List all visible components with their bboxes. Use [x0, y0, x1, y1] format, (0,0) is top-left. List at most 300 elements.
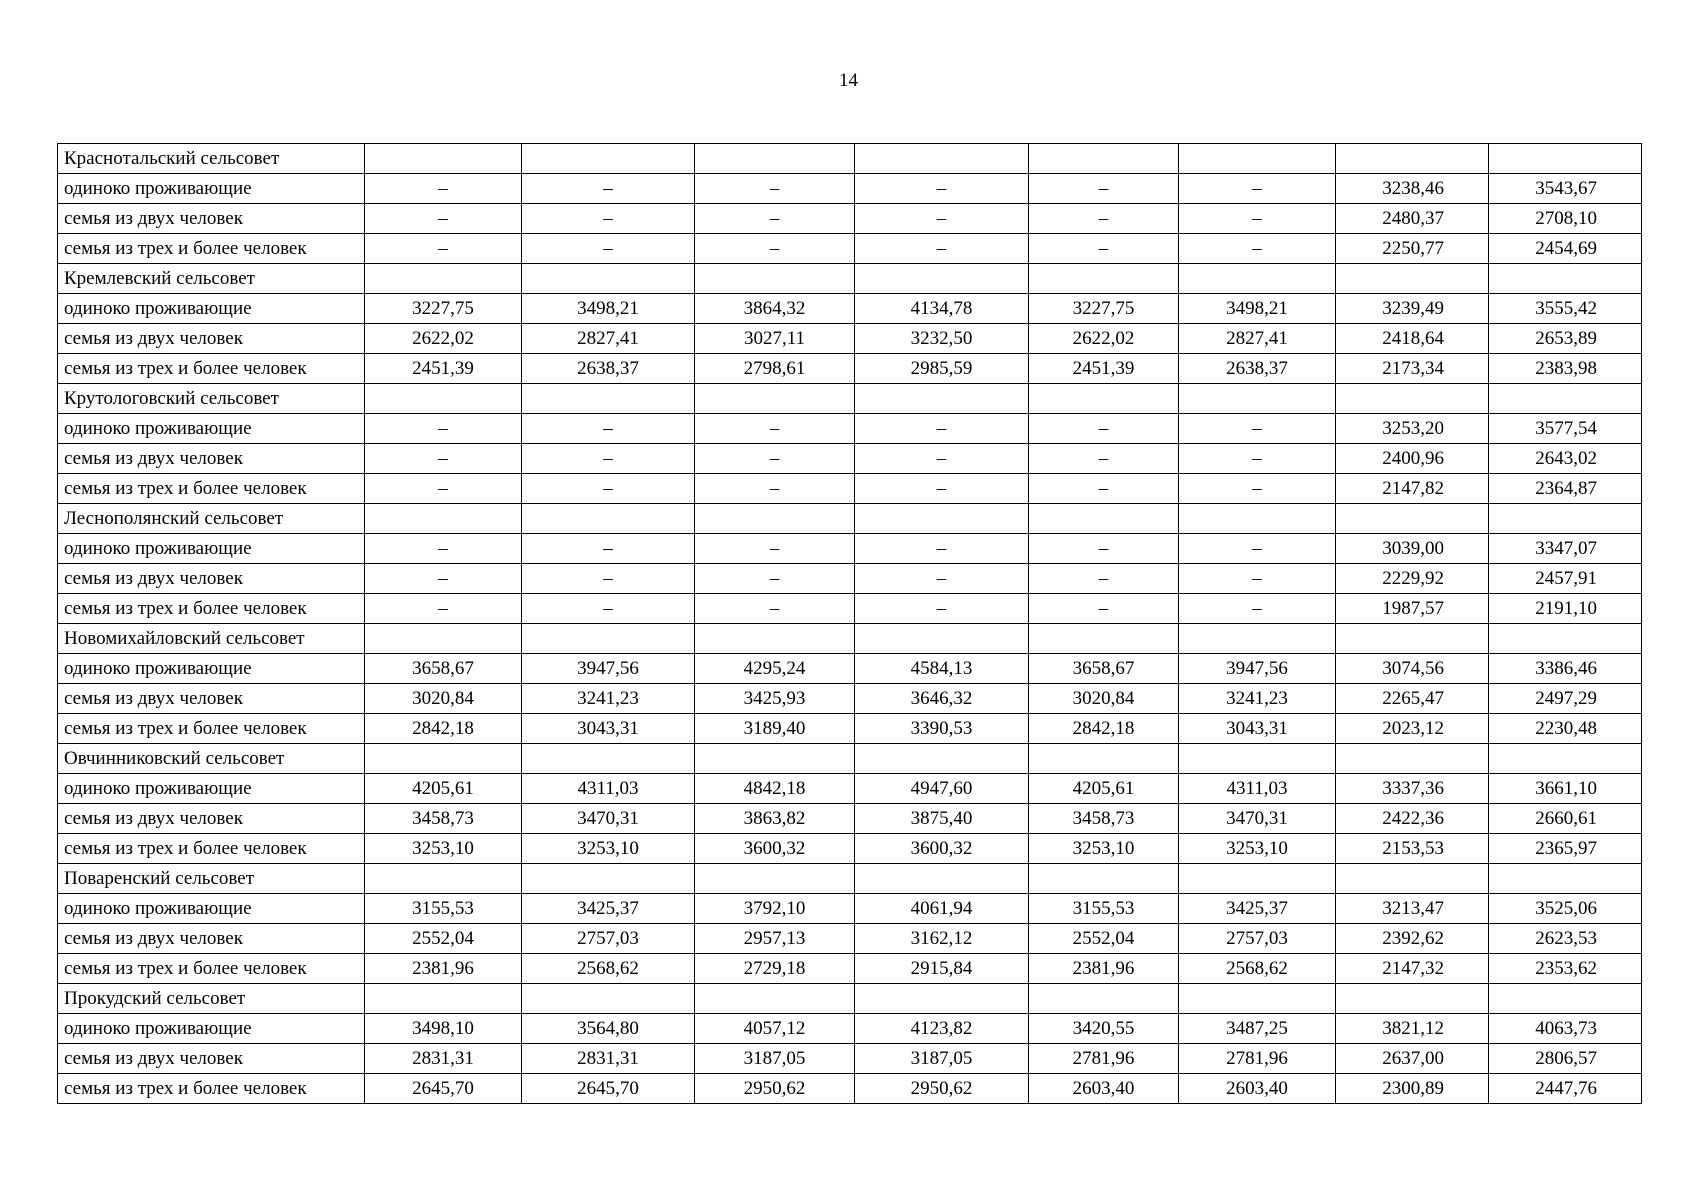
group-header-row: [58, 744, 1642, 774]
value-cell: 3863,82: [695, 804, 855, 834]
empty-cell: [1489, 984, 1642, 1014]
group-name: Новомихайловский сельсовет: [58, 624, 365, 654]
value-cell: 4123,82: [855, 1014, 1029, 1044]
empty-cell: [365, 384, 522, 414]
value-cell: 4134,78: [855, 294, 1029, 324]
table-row: [58, 804, 1642, 834]
value-cell: 3253,10: [365, 834, 522, 864]
empty-cell: [1489, 864, 1642, 894]
value-cell: 2957,13: [695, 924, 855, 954]
table-row: [58, 534, 1642, 564]
value-cell: –: [1029, 444, 1179, 474]
value-cell: 2806,57: [1489, 1044, 1642, 1074]
empty-cell: [695, 144, 855, 174]
table-row: [58, 324, 1642, 354]
empty-cell: [1029, 744, 1179, 774]
value-cell: 3386,46: [1489, 654, 1642, 684]
empty-cell: [1179, 984, 1336, 1014]
value-cell: 3239,49: [1336, 294, 1489, 324]
empty-cell: [855, 144, 1029, 174]
value-cell: –: [1029, 234, 1179, 264]
value-cell: 2798,61: [695, 354, 855, 384]
group-header-row: [58, 264, 1642, 294]
value-cell: 2653,89: [1489, 324, 1642, 354]
empty-cell: [522, 504, 695, 534]
value-cell: –: [1179, 174, 1336, 204]
value-cell: 2645,70: [365, 1074, 522, 1104]
empty-cell: [1029, 984, 1179, 1014]
row-label: семья из трех и более человек: [58, 1074, 365, 1104]
value-cell: –: [695, 204, 855, 234]
value-cell: 3039,00: [1336, 534, 1489, 564]
value-cell: 2643,02: [1489, 444, 1642, 474]
empty-cell: [1179, 624, 1336, 654]
value-cell: 2757,03: [522, 924, 695, 954]
row-label: семья из двух человек: [58, 684, 365, 714]
value-cell: –: [855, 444, 1029, 474]
value-cell: 2454,69: [1489, 234, 1642, 264]
group-header-row: [58, 624, 1642, 654]
value-cell: 3187,05: [695, 1044, 855, 1074]
value-cell: 2353,62: [1489, 954, 1642, 984]
empty-cell: [522, 384, 695, 414]
row-label: одиноко проживающие: [58, 654, 365, 684]
value-cell: 3498,10: [365, 1014, 522, 1044]
value-cell: 3227,75: [365, 294, 522, 324]
value-cell: –: [695, 474, 855, 504]
value-cell: –: [365, 474, 522, 504]
value-cell: –: [1029, 204, 1179, 234]
value-cell: 4295,24: [695, 654, 855, 684]
value-cell: 3947,56: [1179, 654, 1336, 684]
value-cell: –: [1179, 204, 1336, 234]
group-name: Прокудский сельсовет: [58, 984, 365, 1014]
group-name: Кремлевский сельсовет: [58, 264, 365, 294]
row-label: одиноко проживающие: [58, 774, 365, 804]
empty-cell: [522, 144, 695, 174]
value-cell: –: [522, 474, 695, 504]
value-cell: 3875,40: [855, 804, 1029, 834]
value-cell: 2250,77: [1336, 234, 1489, 264]
empty-cell: [855, 504, 1029, 534]
value-cell: –: [855, 594, 1029, 624]
value-cell: 3470,31: [1179, 804, 1336, 834]
value-cell: 2300,89: [1336, 1074, 1489, 1104]
empty-cell: [1179, 744, 1336, 774]
group-name: Леснополянский сельсовет: [58, 504, 365, 534]
value-cell: 2950,62: [695, 1074, 855, 1104]
value-cell: –: [855, 204, 1029, 234]
value-cell: –: [855, 414, 1029, 444]
value-cell: 2457,91: [1489, 564, 1642, 594]
table-row: [58, 474, 1642, 504]
table-body: [58, 144, 1642, 1104]
value-cell: –: [522, 174, 695, 204]
empty-cell: [695, 264, 855, 294]
value-cell: –: [1029, 414, 1179, 444]
value-cell: 3821,12: [1336, 1014, 1489, 1044]
empty-cell: [1029, 504, 1179, 534]
empty-cell: [1179, 264, 1336, 294]
value-cell: 2622,02: [365, 324, 522, 354]
value-cell: –: [695, 234, 855, 264]
value-cell: 3253,10: [1029, 834, 1179, 864]
value-cell: 3600,32: [855, 834, 1029, 864]
row-label: семья из двух человек: [58, 204, 365, 234]
empty-cell: [365, 624, 522, 654]
value-cell: 3564,80: [522, 1014, 695, 1044]
empty-cell: [695, 864, 855, 894]
value-cell: –: [1029, 564, 1179, 594]
value-cell: –: [1179, 564, 1336, 594]
value-cell: –: [695, 594, 855, 624]
row-label: одиноко проживающие: [58, 894, 365, 924]
empty-cell: [855, 384, 1029, 414]
value-cell: –: [522, 594, 695, 624]
value-cell: 2831,31: [365, 1044, 522, 1074]
value-cell: 3498,21: [1179, 294, 1336, 324]
empty-cell: [522, 984, 695, 1014]
value-cell: 3600,32: [695, 834, 855, 864]
empty-cell: [1179, 384, 1336, 414]
group-header-row: [58, 384, 1642, 414]
table-row: [58, 294, 1642, 324]
value-cell: 3470,31: [522, 804, 695, 834]
empty-cell: [365, 984, 522, 1014]
value-cell: –: [522, 234, 695, 264]
table-row: [58, 684, 1642, 714]
table-row: [58, 234, 1642, 264]
empty-cell: [855, 744, 1029, 774]
empty-cell: [695, 504, 855, 534]
value-cell: 2447,76: [1489, 1074, 1642, 1104]
value-cell: 3189,40: [695, 714, 855, 744]
value-cell: 2381,96: [365, 954, 522, 984]
empty-cell: [365, 864, 522, 894]
empty-cell: [1489, 504, 1642, 534]
value-cell: 3227,75: [1029, 294, 1179, 324]
value-cell: 3390,53: [855, 714, 1029, 744]
table-row: [58, 774, 1642, 804]
value-cell: 2781,96: [1029, 1044, 1179, 1074]
value-cell: 3043,31: [1179, 714, 1336, 744]
value-cell: 3253,20: [1336, 414, 1489, 444]
value-cell: 3253,10: [522, 834, 695, 864]
value-cell: 3864,32: [695, 294, 855, 324]
empty-cell: [1336, 984, 1489, 1014]
row-label: семья из двух человек: [58, 924, 365, 954]
row-label: семья из трех и более человек: [58, 594, 365, 624]
empty-cell: [522, 264, 695, 294]
empty-cell: [522, 864, 695, 894]
value-cell: 1987,57: [1336, 594, 1489, 624]
value-cell: –: [365, 534, 522, 564]
value-cell: 2638,37: [522, 354, 695, 384]
value-cell: 3555,42: [1489, 294, 1642, 324]
table-row: [58, 714, 1642, 744]
row-label: семья из двух человек: [58, 564, 365, 594]
value-cell: 4311,03: [1179, 774, 1336, 804]
row-label: семья из трех и более человек: [58, 474, 365, 504]
empty-cell: [1336, 384, 1489, 414]
value-cell: 2552,04: [1029, 924, 1179, 954]
value-cell: 2568,62: [1179, 954, 1336, 984]
value-cell: 2781,96: [1179, 1044, 1336, 1074]
value-cell: 2603,40: [1179, 1074, 1336, 1104]
value-cell: 3043,31: [522, 714, 695, 744]
value-cell: 4061,94: [855, 894, 1029, 924]
value-cell: 3425,37: [1179, 894, 1336, 924]
value-cell: 3347,07: [1489, 534, 1642, 564]
row-label: одиноко проживающие: [58, 1014, 365, 1044]
value-cell: 2173,34: [1336, 354, 1489, 384]
table-row: [58, 204, 1642, 234]
value-cell: –: [1029, 534, 1179, 564]
value-cell: 2265,47: [1336, 684, 1489, 714]
value-cell: 2637,00: [1336, 1044, 1489, 1074]
value-cell: 2729,18: [695, 954, 855, 984]
value-cell: 2497,29: [1489, 684, 1642, 714]
empty-cell: [855, 624, 1029, 654]
value-cell: 3487,25: [1179, 1014, 1336, 1044]
value-cell: 4842,18: [695, 774, 855, 804]
value-cell: 3187,05: [855, 1044, 1029, 1074]
value-cell: 3577,54: [1489, 414, 1642, 444]
value-cell: 2422,36: [1336, 804, 1489, 834]
value-cell: 3525,06: [1489, 894, 1642, 924]
empty-cell: [365, 744, 522, 774]
tariff-table: [57, 143, 1642, 1104]
value-cell: –: [365, 234, 522, 264]
value-cell: 3458,73: [1029, 804, 1179, 834]
value-cell: 2451,39: [365, 354, 522, 384]
value-cell: 2480,37: [1336, 204, 1489, 234]
value-cell: –: [522, 204, 695, 234]
value-cell: 2660,61: [1489, 804, 1642, 834]
table-row: [58, 174, 1642, 204]
value-cell: –: [855, 564, 1029, 594]
value-cell: –: [1179, 474, 1336, 504]
value-cell: 3155,53: [365, 894, 522, 924]
value-cell: –: [855, 234, 1029, 264]
value-cell: 3253,10: [1179, 834, 1336, 864]
empty-cell: [1336, 144, 1489, 174]
row-label: одиноко проживающие: [58, 294, 365, 324]
value-cell: –: [365, 204, 522, 234]
value-cell: –: [1179, 594, 1336, 624]
value-cell: 2230,48: [1489, 714, 1642, 744]
value-cell: 3162,12: [855, 924, 1029, 954]
empty-cell: [1489, 624, 1642, 654]
table-row: [58, 1044, 1642, 1074]
value-cell: 3947,56: [522, 654, 695, 684]
row-label: семья из двух человек: [58, 804, 365, 834]
value-cell: 2622,02: [1029, 324, 1179, 354]
value-cell: 4584,13: [855, 654, 1029, 684]
value-cell: 2645,70: [522, 1074, 695, 1104]
value-cell: 2985,59: [855, 354, 1029, 384]
value-cell: 2638,37: [1179, 354, 1336, 384]
value-cell: –: [695, 444, 855, 474]
value-cell: 2827,41: [1179, 324, 1336, 354]
value-cell: 3155,53: [1029, 894, 1179, 924]
table-row: [58, 834, 1642, 864]
value-cell: –: [1029, 474, 1179, 504]
value-cell: 3337,36: [1336, 774, 1489, 804]
empty-cell: [1489, 264, 1642, 294]
value-cell: 3241,23: [1179, 684, 1336, 714]
value-cell: –: [1179, 414, 1336, 444]
value-cell: 4205,61: [1029, 774, 1179, 804]
value-cell: 2915,84: [855, 954, 1029, 984]
value-cell: 2191,10: [1489, 594, 1642, 624]
value-cell: 2023,12: [1336, 714, 1489, 744]
row-label: одиноко проживающие: [58, 414, 365, 444]
value-cell: 2400,96: [1336, 444, 1489, 474]
value-cell: –: [855, 534, 1029, 564]
table-row: [58, 444, 1642, 474]
value-cell: 3658,67: [1029, 654, 1179, 684]
row-label: семья из двух человек: [58, 1044, 365, 1074]
value-cell: 3027,11: [695, 324, 855, 354]
empty-cell: [1029, 864, 1179, 894]
value-cell: –: [695, 174, 855, 204]
empty-cell: [855, 864, 1029, 894]
value-cell: 2842,18: [1029, 714, 1179, 744]
group-header-row: [58, 144, 1642, 174]
value-cell: –: [365, 414, 522, 444]
value-cell: 3661,10: [1489, 774, 1642, 804]
empty-cell: [365, 264, 522, 294]
row-label: семья из двух человек: [58, 444, 365, 474]
empty-cell: [1029, 384, 1179, 414]
value-cell: 3458,73: [365, 804, 522, 834]
table-row: [58, 654, 1642, 684]
value-cell: 2842,18: [365, 714, 522, 744]
value-cell: –: [1179, 444, 1336, 474]
value-cell: –: [365, 174, 522, 204]
table-row: [58, 564, 1642, 594]
empty-cell: [1179, 864, 1336, 894]
empty-cell: [1179, 144, 1336, 174]
table-row: [58, 594, 1642, 624]
empty-cell: [1179, 504, 1336, 534]
group-header-row: [58, 504, 1642, 534]
value-cell: 4205,61: [365, 774, 522, 804]
value-cell: 3213,47: [1336, 894, 1489, 924]
value-cell: 3020,84: [365, 684, 522, 714]
row-label: одиноко проживающие: [58, 174, 365, 204]
row-label: семья из двух человек: [58, 324, 365, 354]
value-cell: 3232,50: [855, 324, 1029, 354]
value-cell: –: [1029, 174, 1179, 204]
empty-cell: [522, 624, 695, 654]
empty-cell: [695, 384, 855, 414]
value-cell: 3646,32: [855, 684, 1029, 714]
value-cell: –: [365, 564, 522, 594]
empty-cell: [1029, 624, 1179, 654]
value-cell: 2392,62: [1336, 924, 1489, 954]
value-cell: 2757,03: [1179, 924, 1336, 954]
value-cell: 2552,04: [365, 924, 522, 954]
table-row: [58, 954, 1642, 984]
empty-cell: [855, 984, 1029, 1014]
value-cell: –: [522, 564, 695, 594]
value-cell: –: [695, 414, 855, 444]
empty-cell: [1489, 744, 1642, 774]
value-cell: 2950,62: [855, 1074, 1029, 1104]
value-cell: 2364,87: [1489, 474, 1642, 504]
value-cell: 2153,53: [1336, 834, 1489, 864]
value-cell: 3498,21: [522, 294, 695, 324]
value-cell: –: [1179, 534, 1336, 564]
value-cell: 4311,03: [522, 774, 695, 804]
value-cell: 3658,67: [365, 654, 522, 684]
empty-cell: [1336, 864, 1489, 894]
page-number: 14: [839, 70, 858, 91]
row-label: семья из трех и более человек: [58, 714, 365, 744]
value-cell: 3425,37: [522, 894, 695, 924]
group-header-row: [58, 864, 1642, 894]
value-cell: 4063,73: [1489, 1014, 1642, 1044]
value-cell: 3241,23: [522, 684, 695, 714]
value-cell: 2383,98: [1489, 354, 1642, 384]
row-label: одиноко проживающие: [58, 534, 365, 564]
value-cell: 3792,10: [695, 894, 855, 924]
value-cell: 4057,12: [695, 1014, 855, 1044]
empty-cell: [1029, 144, 1179, 174]
empty-cell: [1336, 504, 1489, 534]
row-label: семья из трех и более человек: [58, 954, 365, 984]
table-row: [58, 1074, 1642, 1104]
value-cell: 3074,56: [1336, 654, 1489, 684]
value-cell: 3420,55: [1029, 1014, 1179, 1044]
empty-cell: [365, 144, 522, 174]
value-cell: 2603,40: [1029, 1074, 1179, 1104]
row-label: семья из трех и более человек: [58, 234, 365, 264]
value-cell: 2229,92: [1336, 564, 1489, 594]
empty-cell: [1029, 264, 1179, 294]
value-cell: –: [522, 414, 695, 444]
value-cell: –: [855, 474, 1029, 504]
value-cell: –: [855, 174, 1029, 204]
value-cell: –: [522, 444, 695, 474]
value-cell: 2623,53: [1489, 924, 1642, 954]
empty-cell: [365, 504, 522, 534]
table-row: [58, 414, 1642, 444]
value-cell: 3425,93: [695, 684, 855, 714]
empty-cell: [1336, 264, 1489, 294]
empty-cell: [522, 744, 695, 774]
value-cell: –: [695, 564, 855, 594]
value-cell: 2827,41: [522, 324, 695, 354]
empty-cell: [695, 984, 855, 1014]
value-cell: 2568,62: [522, 954, 695, 984]
value-cell: –: [1029, 594, 1179, 624]
group-name: Поваренский сельсовет: [58, 864, 365, 894]
value-cell: –: [365, 444, 522, 474]
value-cell: 2147,32: [1336, 954, 1489, 984]
value-cell: –: [365, 594, 522, 624]
value-cell: 3543,67: [1489, 174, 1642, 204]
table-row: [58, 894, 1642, 924]
value-cell: 4947,60: [855, 774, 1029, 804]
empty-cell: [855, 264, 1029, 294]
empty-cell: [1489, 384, 1642, 414]
value-cell: 2365,97: [1489, 834, 1642, 864]
value-cell: 2831,31: [522, 1044, 695, 1074]
row-label: семья из трех и более человек: [58, 834, 365, 864]
